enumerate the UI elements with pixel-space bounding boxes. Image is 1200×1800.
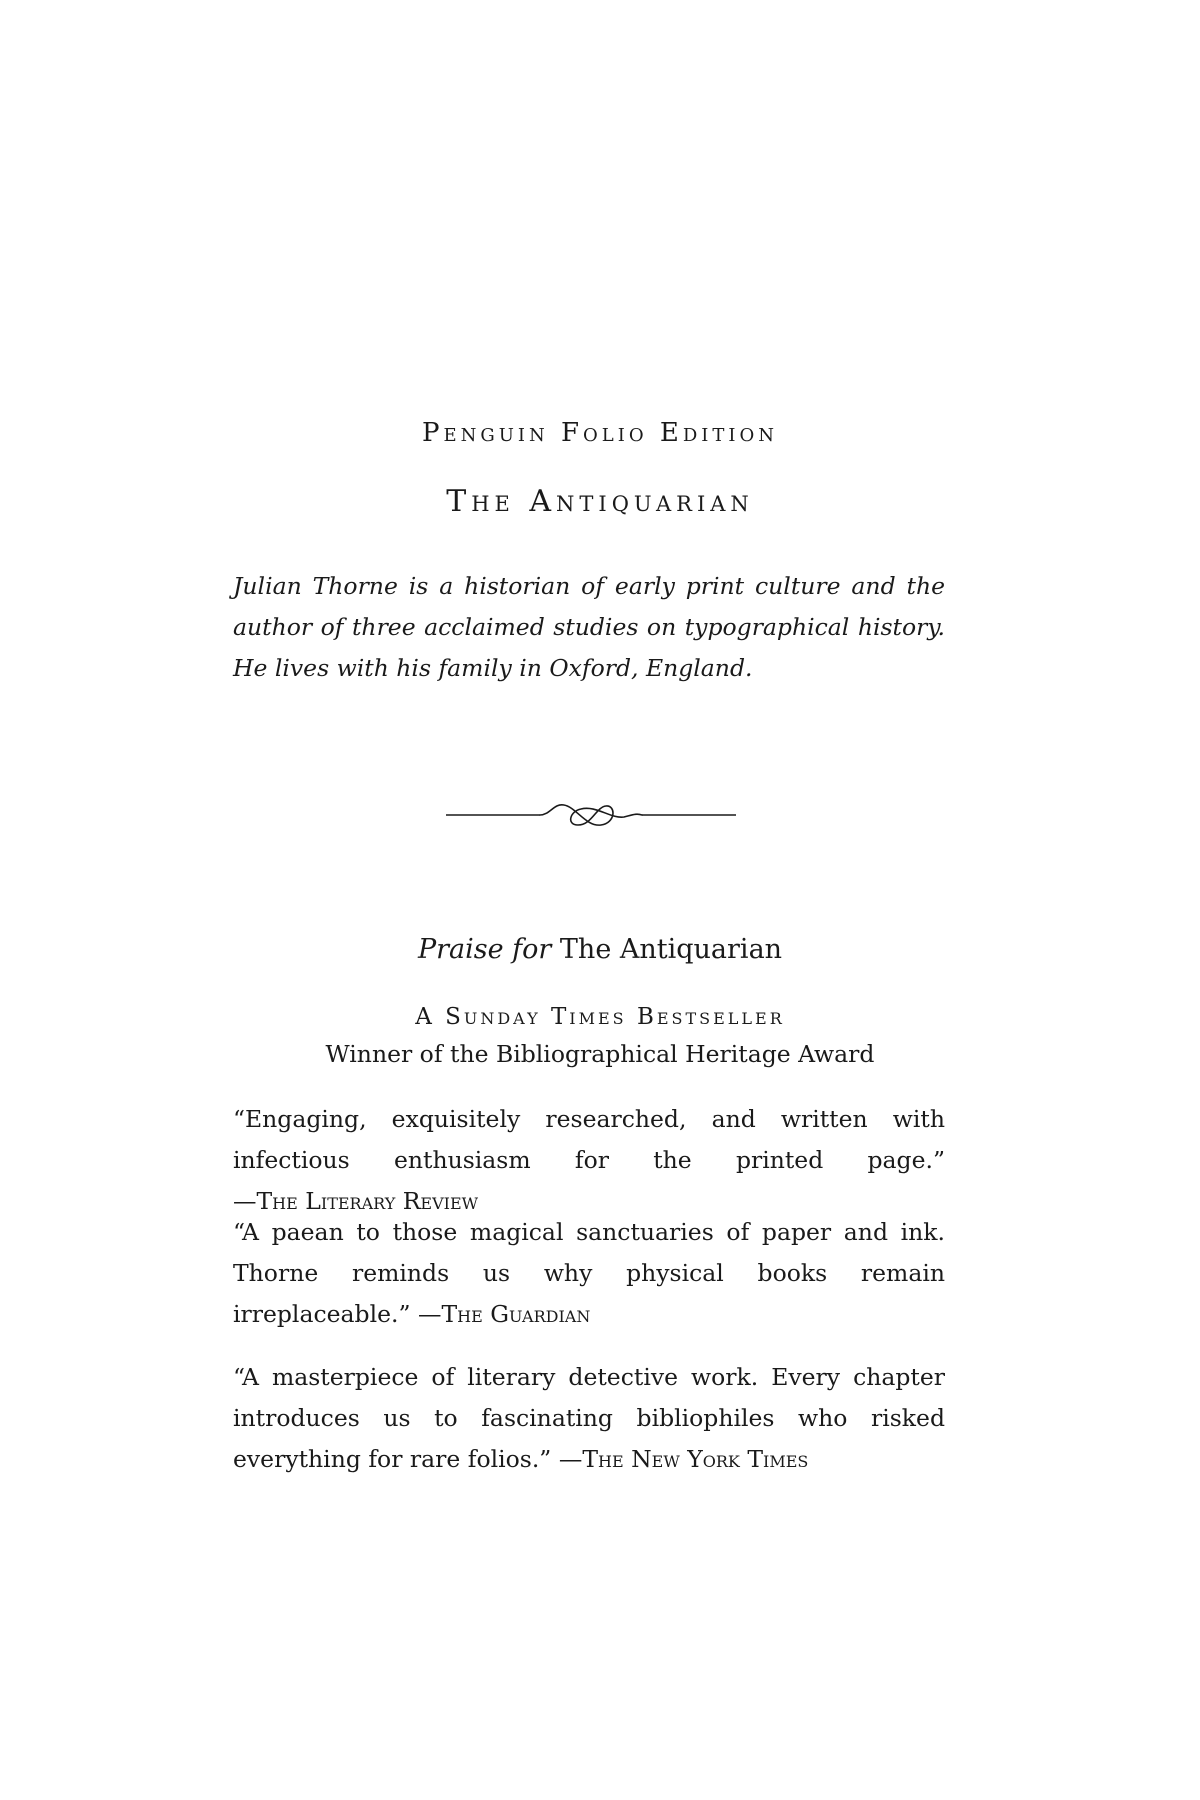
review-quote bbox=[233, 1357, 945, 1480]
review-quote bbox=[233, 1099, 945, 1222]
review-quote bbox=[233, 1212, 945, 1335]
praise-heading-title: The Antiquarian bbox=[559, 934, 783, 965]
award-line: Winner of the Bibliographical Heritage Award bbox=[325, 1040, 875, 1068]
bestseller-line: A Sunday Times Bestseller bbox=[415, 1004, 785, 1030]
flourish-divider-icon bbox=[446, 795, 736, 831]
quote-source: —The Literary Review bbox=[233, 1187, 479, 1215]
quote-text: “Engaging, exquisitely researched, and written with infectious enthusiasm for the printed page.” bbox=[233, 1105, 945, 1174]
series-name: Penguin Folio Edition bbox=[421, 418, 779, 448]
praise-heading-prefix: Praise for bbox=[417, 934, 552, 965]
quote-text: “A masterpiece of literary detective work. Every chapter introduces us to fascinating bibliophiles who risked everything for rare folios.” bbox=[233, 1363, 945, 1473]
book-title: The Antiquarian bbox=[446, 484, 754, 519]
author-bio: Julian Thorne is a historian of early print culture and the author of three acclaimed studies on typographical history. He lives with his family in Oxford, England. bbox=[233, 572, 945, 682]
praise-heading bbox=[0, 934, 1200, 965]
quote-text: “A paean to those magical sanctuaries of paper and ink. Thorne reminds us why physical books remain irreplaceable.” bbox=[233, 1218, 945, 1328]
quote-source: —The New York Times bbox=[558, 1445, 809, 1473]
quote-source: —The Guardian bbox=[417, 1300, 591, 1328]
